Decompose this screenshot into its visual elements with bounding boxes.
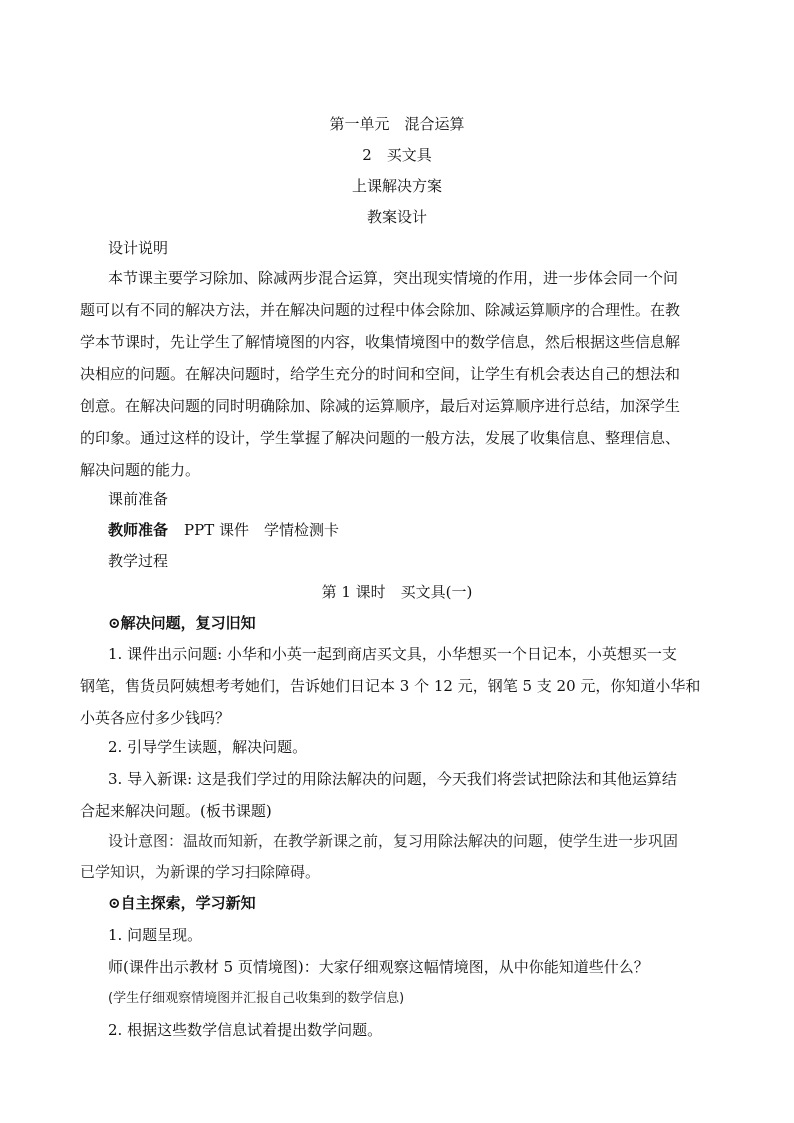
prep-heading: 课前准备	[108, 490, 169, 508]
solution-title: 上课解决方案	[351, 177, 442, 195]
paragraph-line: 创意。在解决问题的同时明确除加、除减的运算顺序，最后对运算顺序进行总结，加深学生	[80, 397, 681, 415]
section-explore-title: ⊙自主探索，学习新知	[108, 894, 256, 912]
review-item-3	[80, 763, 716, 827]
design-intent	[80, 826, 716, 888]
paragraph-line: 解决问题的能力。	[80, 461, 201, 479]
teacher-prompt: 师(课件出示教材 5 页情境图)：大家仔细观察这幅情境图，从中你能知道些什么？	[108, 958, 649, 976]
design-notes-heading: 设计说明	[108, 239, 169, 257]
paragraph-line: 学本节课时，先让学生了解情境图的内容，收集情境图中的数学信息，然后根据这些信息解	[80, 333, 681, 351]
lesson-title: 2 买文具	[362, 146, 432, 164]
paragraph-line: 的印象。通过这样的设计，学生掌握了解决问题的一般方法，发展了收集信息、整理信息、	[80, 429, 681, 447]
paragraph-line: 决相应的问题。在解决问题时，给学生充分的时间和空间，让学生有机会表达自己的想法和	[80, 365, 681, 383]
student-activity: (学生仔细观察情境图并汇报自己收集到的数学信息)	[108, 991, 405, 1006]
review-item-2: 2. 引导学生读题，解决问题。	[108, 738, 308, 756]
explore-item-2: 2. 根据这些数学信息试着提出数学问题。	[108, 1021, 383, 1039]
period-title: 第 1 课时 买文具(一)	[321, 583, 473, 601]
teacher-prep	[108, 520, 339, 540]
unit-title: 第一单元 混合运算	[329, 115, 465, 133]
paragraph-line: 1. 课件出示问题: 小华和小英一起到商店买文具，小华想买一个日记本，小英想买一支	[108, 645, 677, 663]
paragraph-line: 本节课主要学习除加、除减两步混合运算，突出现实情境的作用，进一步体会同一个问	[108, 269, 679, 287]
explore-item-1: 1. 问题呈现。	[108, 926, 203, 944]
paragraph-line: 钢笔，售货员阿姨想考考她们，告诉她们日记本 3 个 12 元，钢笔 5 支 20 元，你知道小华和	[80, 677, 701, 695]
paragraph-line: 合起来解决问题。(板书课题)	[80, 802, 272, 820]
paragraph-line: 小英各应付多少钱吗？	[80, 709, 231, 727]
design-title: 教案设计	[366, 208, 427, 226]
teacher-prep-items: PPT 课件 学情检测卡	[184, 521, 339, 539]
teacher-prep-label: 教师准备	[108, 521, 169, 539]
paragraph-line: 题可以有不同的解决方法，并在解决问题的过程中体会除加、除减运算顺序的合理性。在教	[80, 301, 681, 319]
review-item-1	[80, 638, 716, 734]
paragraph-line: 3. 导入新课: 这是我们学过的用除法解决的问题，今天我们将尝试把除法和其他运算结	[108, 770, 677, 788]
section-review-title: ⊙解决问题，复习旧知	[108, 614, 256, 632]
paragraph-line: 设计意图：温故而知新，在教学新课之前，复习用除法解决的问题，使学生进一步巩固	[108, 832, 679, 850]
process-heading: 教学过程	[108, 552, 169, 570]
design-notes-paragraph	[80, 262, 716, 486]
paragraph-line: 已学知识，为新课的学习扫除障碍。	[80, 863, 321, 881]
